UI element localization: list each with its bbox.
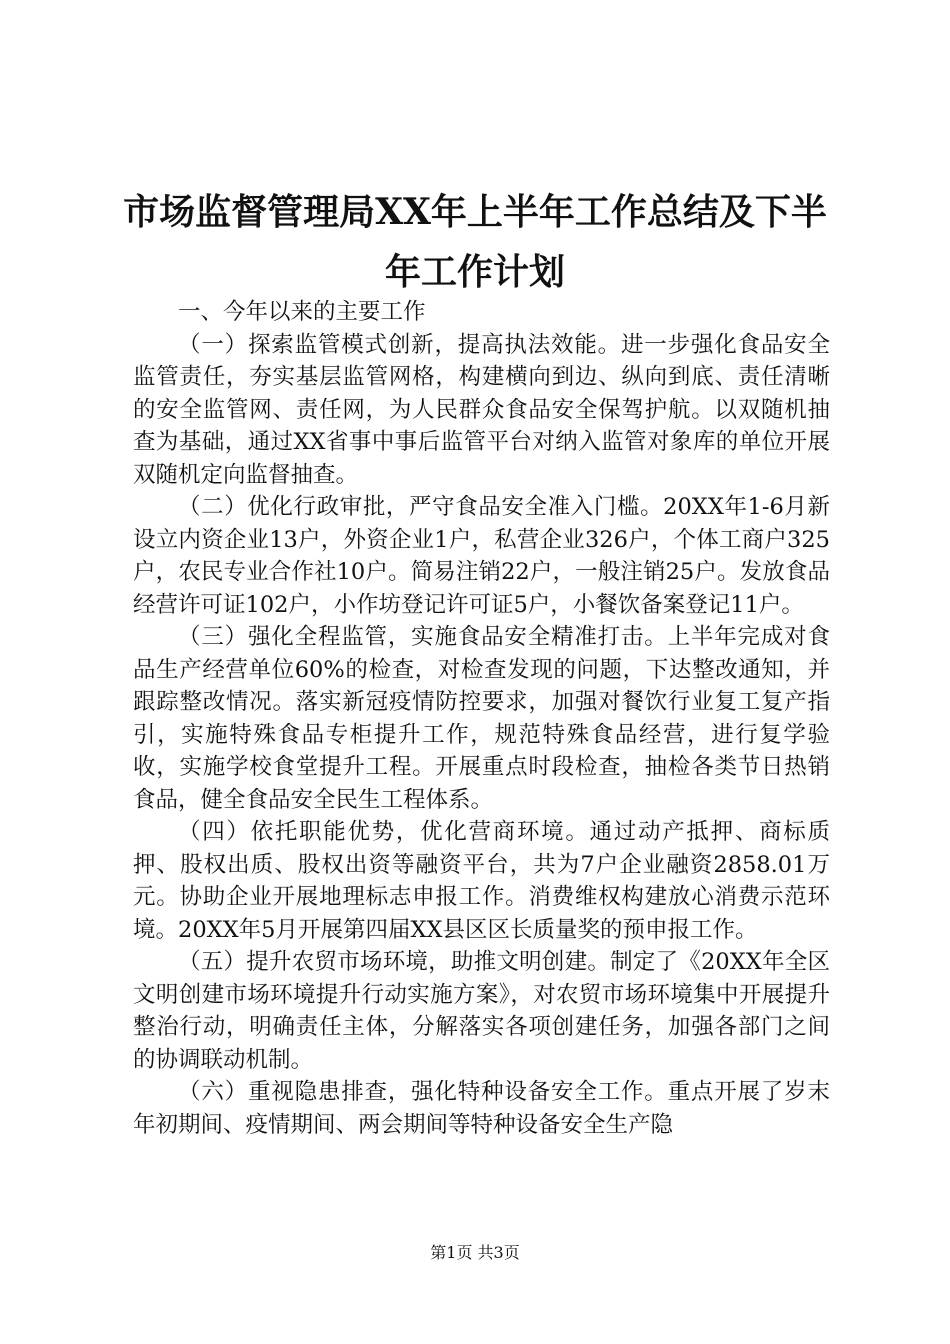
section-heading: 一、今年以来的主要工作 (178, 299, 426, 325)
paragraph-6: （六）重视隐患排查，强化特种设备安全工作。重点开展了岁末年初期间、疫情期间、两会期间等特种设备安全生产隐 (133, 1079, 830, 1138)
paragraph-1: （一）探索监管模式创新，提高执法效能。进一步强化食品安全监管责任，夯实基层监管网格，构建横向到边、纵向到底、责任清晰的安全监管网、责任网，为人民群众食品安全保驾护航。以双随机抽查为基础，通过XX省事中事后监管平台对纳入监管对象库的单位开展双随机定向监督抽查。 (133, 331, 830, 488)
page-title: 市场监督管理局XX年上半年工作总结及下半年工作计划 (123, 191, 827, 293)
document-body (133, 296, 830, 1141)
paragraph-3: （三）强化全程监管，实施食品安全精准打击。上半年完成对食品生产经营单位60%的检查，对检查发现的问题，下达整改通知，并跟踪整改情况。落实新冠疫情防控要求，加强对餐饮行业复工复产指引，实施特殊食品专柜提升工作，规范特殊食品经营，进行复学验收，实施学校食堂提升工程。开展重点时段检查，抽检各类节日热销食品，健全食品安全民生工程体系。 (133, 624, 830, 813)
paragraph-5: （五）提升农贸市场环境，助推文明创建。制定了《20XX年全区文明创建市场环境提升行动实施方案》，对农贸市场环境集中开展提升整治行动，明确责任主体，分解落实各项创建任务，加强各部门之间的协调联动机制。 (133, 949, 830, 1073)
paragraph-4: （四）依托职能优势，优化营商环境。通过动产抵押、商标质押、股权出质、股权出资等融资平台，共为7户企业融资2858.01万元。协助企业开展地理标志申报工作。消费维权构建放心消费示范环境。20XX年5月开展第四届XX县区区长质量奖的预申报工作。 (133, 819, 830, 943)
paragraph-2: （二）优化行政审批，严守食品安全准入门槛。20XX年1-6月新设立内资企业13户，外资企业1户，私营企业326户，个体工商户325户，农民专业合作社10户。简易注销22户，一般注销25户。发放食品经营许可证102户，小作坊登记许可证5户，小餐饮备案登记11户。 (133, 494, 830, 618)
page-footer: 第1页 共3页 (430, 1243, 520, 1262)
